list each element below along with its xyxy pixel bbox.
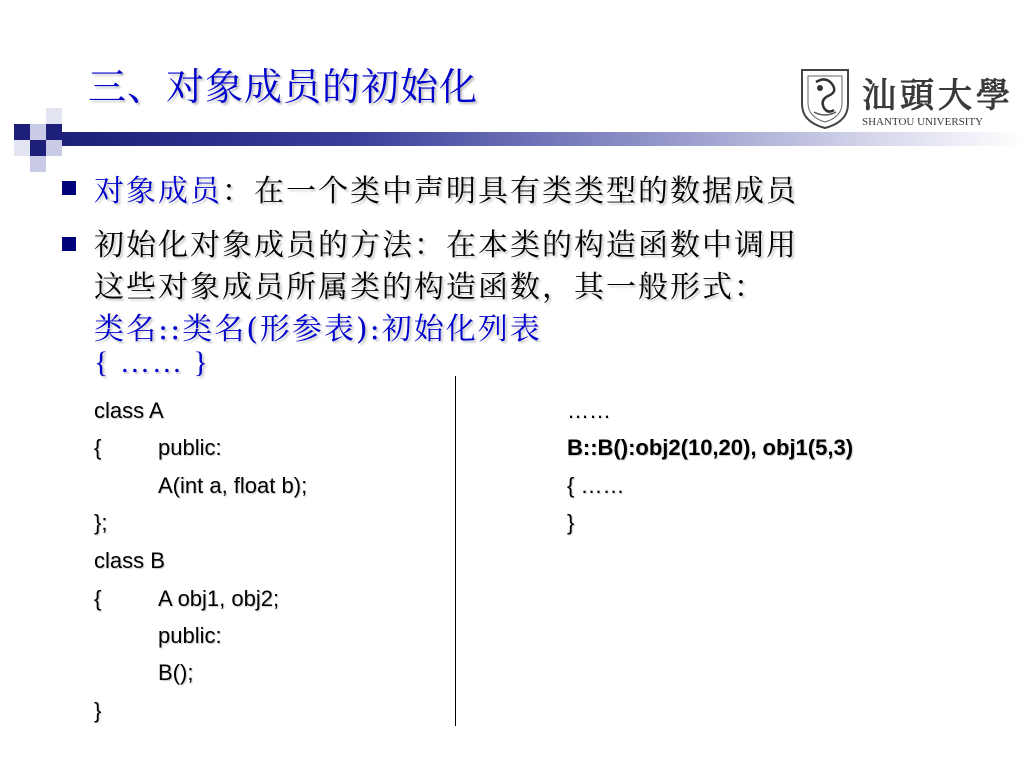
column-divider xyxy=(455,376,456,726)
bullet-1-sep: ： xyxy=(222,174,254,209)
bullet-2-line-2: 这些对象成员所属类的构造函数，其一般形式： xyxy=(94,270,766,305)
code-line: B::B():obj2(10,20), obj1(5,3) xyxy=(567,435,854,460)
bullet-2-line-1: 初始化对象成员的方法：在本类的构造函数中调用 xyxy=(94,228,798,263)
code-line: public: xyxy=(158,623,222,648)
code-line: public: xyxy=(158,435,222,460)
code-line: …… xyxy=(567,398,611,423)
code-line: { xyxy=(94,435,102,460)
bullet-1-term: 对象成员 xyxy=(94,174,222,209)
university-name-en: SHANTOU UNIVERSITY xyxy=(862,116,984,128)
bullet-1-text: 在一个类中声明具有类类型的数据成员 xyxy=(254,174,798,209)
university-logo xyxy=(796,62,1014,134)
bullet-marker xyxy=(62,181,76,195)
university-name-cn: 汕頭大學 xyxy=(862,76,1014,116)
code-line: A obj1, obj2; xyxy=(158,586,280,611)
code-line: } xyxy=(567,510,575,535)
code-line: A(int a, float b); xyxy=(158,473,308,498)
bullet-2-syntax: 类名::类名(形参表):初始化列表 xyxy=(94,312,542,347)
code-line: B(); xyxy=(158,660,194,685)
title-underline-bar xyxy=(62,132,1024,146)
code-line: }; xyxy=(94,510,108,535)
code-line: } xyxy=(94,698,102,723)
code-line: class B xyxy=(94,548,165,573)
code-line: { xyxy=(94,586,102,611)
slide-title: 三、对象成员的初始化 xyxy=(88,65,479,109)
code-line: class A xyxy=(94,398,164,423)
bullet-1 xyxy=(94,166,798,210)
bullet-marker xyxy=(62,237,76,251)
bullet-2-syntax-body: { …… } xyxy=(94,346,210,379)
university-emblem-icon xyxy=(796,64,854,130)
code-line: { …… xyxy=(567,473,625,498)
